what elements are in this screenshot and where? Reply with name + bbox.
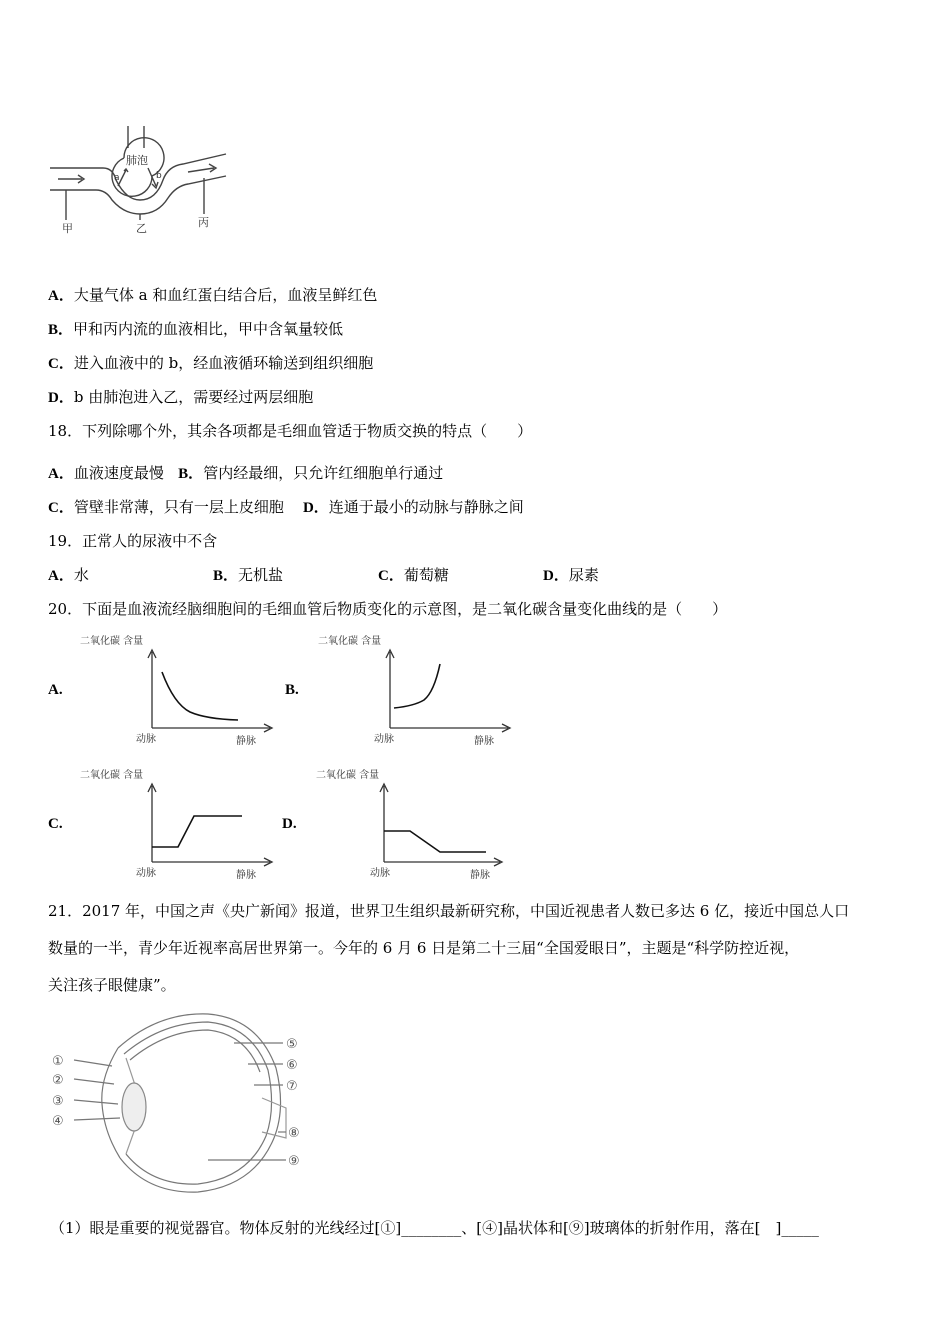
option-text: 连通于最小的动脉与静脉之间 (328, 498, 524, 516)
option-text: 葡萄糖 (403, 566, 449, 584)
q19-stem: 19．正常人的尿液中不含 (48, 532, 218, 550)
option-text: 管壁非常薄，只有一层上皮细胞 (73, 498, 284, 516)
q18-options-row1 (48, 463, 443, 484)
option-letter: B． (213, 568, 239, 584)
eye-label-8: ⑧ (288, 1126, 300, 1141)
q20-option-a-letter: A. (48, 682, 63, 698)
option-letter: D． (48, 390, 74, 406)
graph-a-xend: 静脉 (236, 736, 256, 747)
q17-option-d (48, 387, 313, 408)
option-letter: A． (48, 288, 74, 304)
eye-label-2: ② (52, 1073, 64, 1088)
q18-options-row2 (48, 497, 524, 518)
q19-option-b (213, 565, 283, 586)
q21-text-line2: 数量的一半，青少年近视率高居世界第一。今年的 6 月 6 日是第二十三届“全国爱眼日”，主题是“科学防控近视， (48, 939, 800, 957)
eye-label-6: ⑥ (286, 1058, 298, 1073)
q17-option-c (48, 353, 373, 374)
q20-graph-d (314, 764, 514, 882)
q19-option-c (378, 565, 449, 586)
gas-b-label: b (156, 171, 162, 181)
eye-label-5: ⑤ (286, 1037, 298, 1052)
eye-label-3: ③ (52, 1094, 64, 1109)
q19-option-d (543, 565, 599, 586)
option-text: 无机盐 (238, 566, 284, 584)
q19-option-a (48, 565, 89, 586)
option-text: b 由肺泡进入乙，需要经过两层细胞 (73, 388, 314, 406)
graph-c-xend: 静脉 (236, 870, 256, 881)
q21-text-line1: 21．2017 年，中国之声《央广新闻》报道，世界卫生组织最新研究称，中国近视患者人数已多达 6 亿，接近中国总人口 (48, 902, 850, 920)
graph-b-xstart: 动脉 (374, 734, 394, 745)
graph-d-ylabel: 二氧化碳 含量 (316, 770, 380, 781)
q21-sub1: （1）眼是重要的视觉器官。物体反射的光线经过[①]________、[④]晶状体和[⑨]玻璃体的折射作用，落在[ ]_____ (50, 1219, 819, 1237)
q20-graph-b (316, 630, 516, 748)
graph-a-ylabel: 二氧化碳 含量 (80, 636, 144, 647)
vessel-label-yi: 乙 (136, 222, 147, 235)
graph-b-ylabel: 二氧化碳 含量 (318, 636, 382, 647)
eye-diagram (48, 1008, 318, 1198)
q17-option-b (48, 319, 343, 340)
eye-label-1: ① (52, 1054, 64, 1069)
option-letter: D． (302, 500, 329, 516)
eye-label-4: ④ (52, 1114, 64, 1129)
gas-a-label: a (114, 173, 120, 183)
option-text: 甲和丙内流的血液相比，甲中含氧量较低 (73, 320, 344, 338)
option-letter: C． (378, 568, 404, 584)
q20-option-b-letter: B. (285, 682, 299, 698)
option-letter: D． (543, 568, 569, 584)
option-text: 大量气体 a 和血红蛋白结合后，血液呈鲜红色 (73, 286, 378, 304)
vessel-label-jia: 甲 (62, 222, 73, 235)
option-letter: A． (48, 466, 74, 482)
q20-stem: 20．下面是血液流经脑细胞间的毛细血管后物质变化的示意图，是二氧化碳含量变化曲线的是（ ） (48, 600, 728, 618)
graph-d-xend: 静脉 (470, 870, 490, 881)
eye-label-9: ⑨ (288, 1154, 300, 1169)
option-text: 血液速度最慢 (73, 464, 164, 482)
option-text: 水 (73, 566, 89, 584)
alveolus-label: 肺泡 (126, 154, 148, 167)
option-letter: C． (48, 356, 74, 372)
graph-c-xstart: 动脉 (136, 868, 156, 879)
eye-label-7: ⑦ (286, 1079, 298, 1094)
option-text: 进入血液中的 b，经血液循环输送到组织细胞 (73, 354, 374, 372)
vessel-label-bing: 丙 (198, 216, 209, 229)
q21-text-line3: 关注孩子眼健康”。 (48, 976, 176, 994)
graph-d-xstart: 动脉 (370, 868, 390, 879)
graph-c-ylabel: 二氧化碳 含量 (80, 770, 144, 781)
q20-option-d-letter: D. (282, 816, 297, 832)
graph-a-xstart: 动脉 (136, 734, 156, 745)
alveolus-capillary-figure (48, 118, 238, 238)
q20-graph-c (78, 764, 278, 882)
q20-graph-a (78, 630, 278, 748)
option-letter: B． (48, 322, 74, 338)
option-letter: B． (178, 466, 204, 482)
option-text: 管内经最细，只允许红细胞单行通过 (203, 464, 444, 482)
graph-b-xend: 静脉 (474, 736, 494, 747)
q17-option-a (48, 285, 377, 306)
option-letter: C． (48, 500, 74, 516)
q20-option-c-letter: C. (48, 816, 63, 832)
option-letter: A． (48, 568, 74, 584)
option-text: 尿素 (568, 566, 599, 584)
q18-stem: 18．下列除哪个外，其余各项都是毛细血管适于物质交换的特点（ ） (48, 422, 533, 440)
